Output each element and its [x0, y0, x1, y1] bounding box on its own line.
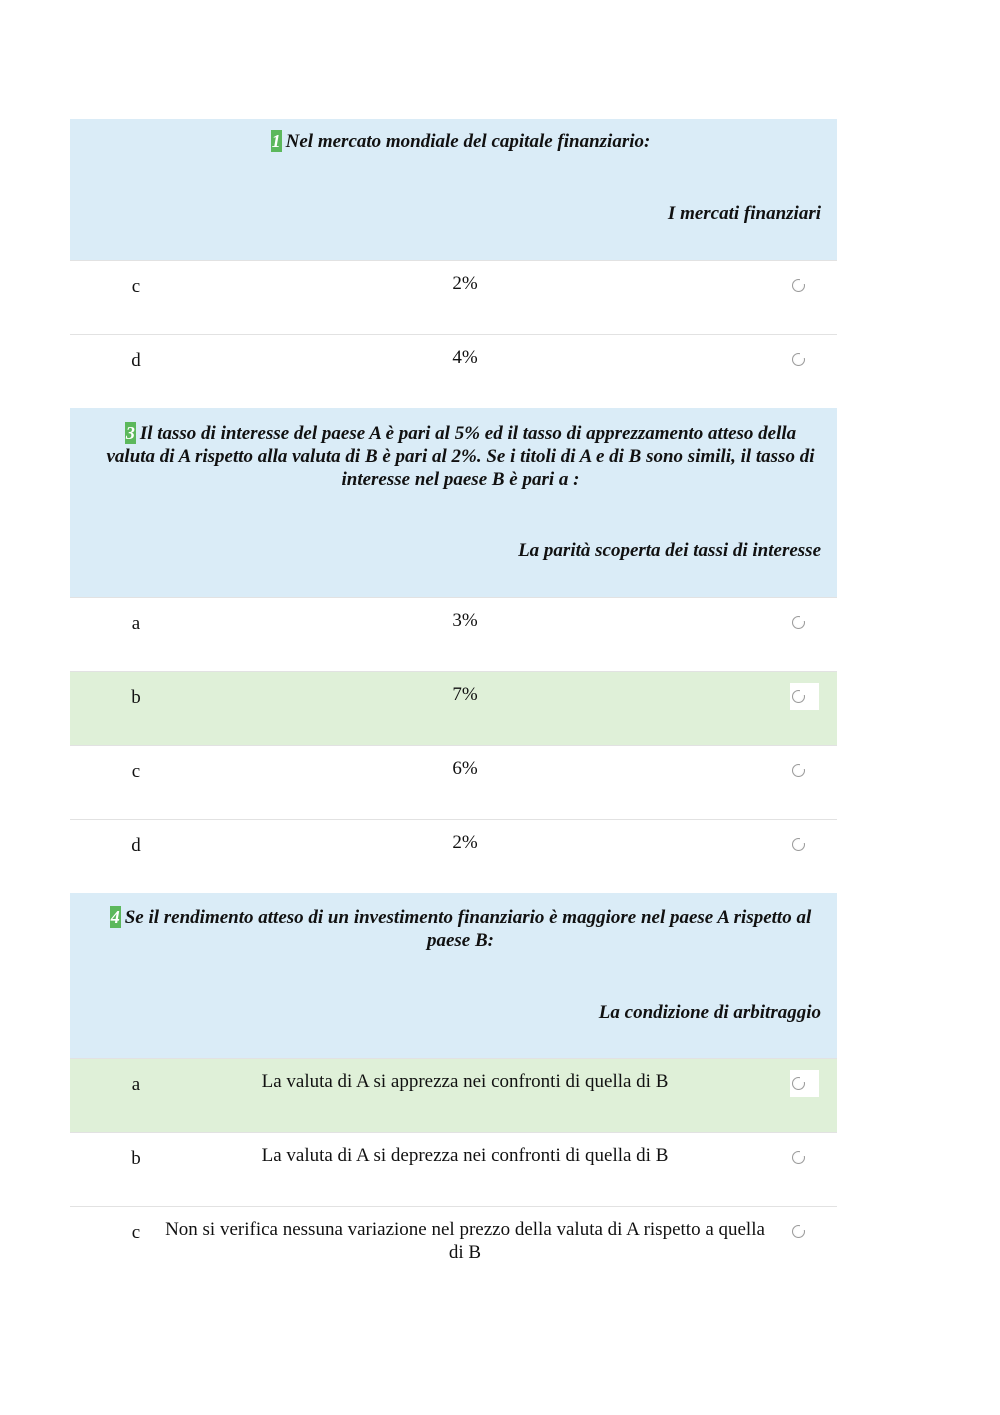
- question-prompt: Nel mercato mondiale del capitale finanziario:: [285, 131, 651, 152]
- question-text: [70, 119, 837, 153]
- option-text: 4%: [452, 347, 478, 368]
- answer-option-row[interactable]: [70, 1132, 837, 1206]
- option-radio[interactable]: [790, 609, 819, 636]
- radio-icon: [792, 764, 805, 777]
- option-letter: d: [131, 350, 141, 371]
- question-topic: I mercati finanziari: [667, 203, 821, 224]
- option-letter: c: [131, 1222, 141, 1243]
- answer-option-row[interactable]: [70, 819, 837, 893]
- answer-option-row[interactable]: [70, 1206, 837, 1287]
- option-letter: b: [131, 1148, 141, 1169]
- option-letter: d: [131, 835, 141, 856]
- option-radio[interactable]: [790, 1218, 819, 1245]
- answer-option-row[interactable]: [70, 334, 837, 408]
- question-number-badge: 4: [110, 907, 120, 927]
- question-topic: La condizione di arbitraggio: [598, 1002, 821, 1023]
- answer-option-row[interactable]: [70, 745, 837, 819]
- answer-option-row[interactable]: [70, 597, 837, 671]
- option-text: 6%: [452, 758, 478, 779]
- option-text: 3%: [452, 610, 478, 631]
- option-text: 2%: [452, 273, 478, 294]
- option-letter: c: [131, 761, 141, 782]
- option-radio[interactable]: [790, 272, 819, 299]
- radio-icon: [792, 838, 805, 851]
- radio-icon: [792, 1077, 805, 1090]
- radio-icon: [792, 616, 805, 629]
- option-text: Non si verifica nessuna variazione nel prezzo della valuta di A rispetto a quella di B: [165, 1219, 765, 1263]
- radio-icon: [792, 279, 805, 292]
- question-text: [70, 408, 837, 491]
- option-radio[interactable]: [790, 346, 819, 373]
- question-prompt: Se il rendimento atteso di un investimento finanziario è maggiore nel paese A rispetto al paese B:: [124, 907, 812, 951]
- option-radio[interactable]: [790, 1144, 819, 1171]
- answer-option-row-correct[interactable]: [70, 1058, 837, 1132]
- question-header: [70, 408, 837, 597]
- radio-icon: [792, 1225, 805, 1238]
- option-radio[interactable]: [790, 831, 819, 858]
- question-prompt: Il tasso di interesse del paese A è pari al 5% ed il tasso di apprezzamento atteso della valuta di A rispetto alla valuta di B è pari al 2%. Se i titoli di A e di B sono simili, il tasso di interesse nel paese B è pari a :: [106, 423, 815, 490]
- option-letter: b: [131, 687, 141, 708]
- option-radio[interactable]: [790, 757, 819, 784]
- option-radio[interactable]: [790, 1070, 819, 1097]
- question-number-badge: 1: [271, 131, 281, 151]
- option-text: La valuta di A si apprezza nei confronti di quella di B: [261, 1071, 669, 1092]
- option-letter: c: [131, 276, 141, 297]
- option-text: 7%: [452, 684, 478, 705]
- quiz-sheet: [70, 119, 837, 1287]
- option-text: La valuta di A si deprezza nei confronti di quella di B: [261, 1145, 669, 1166]
- radio-icon: [792, 690, 805, 703]
- question-topic: La parità scoperta dei tassi di interesse: [518, 540, 821, 561]
- option-letter: a: [131, 613, 141, 634]
- question-number-badge: 3: [125, 423, 135, 443]
- answer-option-row-correct[interactable]: [70, 671, 837, 745]
- question-header: [70, 119, 837, 260]
- option-radio[interactable]: [790, 683, 819, 710]
- radio-icon: [792, 353, 805, 366]
- question-header: [70, 893, 837, 1058]
- question-text: [70, 893, 837, 952]
- radio-icon: [792, 1151, 805, 1164]
- option-letter: a: [131, 1074, 141, 1095]
- option-text: 2%: [452, 832, 478, 853]
- answer-option-row[interactable]: [70, 260, 837, 334]
